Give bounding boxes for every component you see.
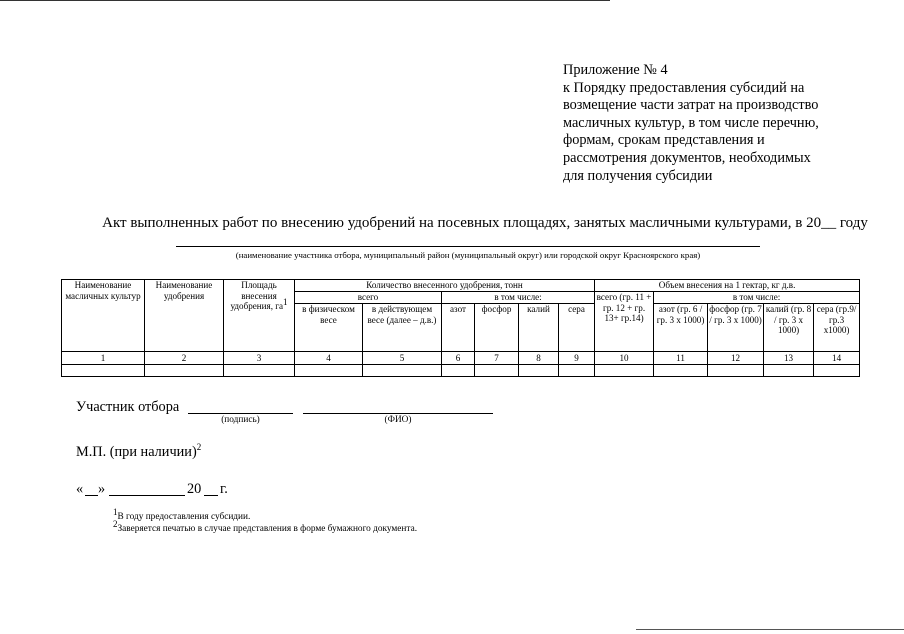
header-active-weight: в действующем весе (далее – д.в.) <box>363 304 442 352</box>
column-number: 9 <box>559 352 595 365</box>
fio-field[interactable] <box>303 413 493 414</box>
header-phosphorus: фосфор <box>475 304 519 352</box>
footnote <box>113 507 251 523</box>
header-fertilizer: Наименование удобрения <box>145 280 224 352</box>
table-cell[interactable] <box>654 365 708 377</box>
header-rate-phosphorus: фосфор (гр. 7 / гр. 3 x 1000) <box>708 304 764 352</box>
footnote-text: Заверяется печатью в случае представления в форме бумажного документа. <box>117 524 418 535</box>
column-number: 14 <box>814 352 860 365</box>
appendix-line: для получения субсидии <box>563 167 713 184</box>
table-cell[interactable] <box>295 365 363 377</box>
footnote <box>113 519 418 535</box>
table-cell[interactable] <box>224 365 295 377</box>
top-border-line <box>0 0 610 1</box>
table-row <box>62 365 860 377</box>
participant-label: Участник отбора <box>76 399 180 415</box>
column-number: 4 <box>295 352 363 365</box>
bottom-border-line <box>636 629 904 630</box>
column-number: 13 <box>764 352 814 365</box>
column-number: 11 <box>654 352 708 365</box>
header-quantity: Количество внесенного удобрения, тонн <box>295 280 595 292</box>
table-cell[interactable] <box>363 365 442 377</box>
seal-label-text: М.П. (при наличии) <box>76 444 197 460</box>
date-year-prefix: 20 <box>187 481 202 497</box>
column-number: 12 <box>708 352 764 365</box>
column-number: 1 <box>62 352 145 365</box>
appendix-line: к Порядку предоставления субсидий на <box>563 79 805 96</box>
date-year-suffix: г. <box>220 481 228 497</box>
appendix-line: масличных культур, в том числе перечню, <box>563 114 819 131</box>
appendix-line: формам, срокам представления и <box>563 132 765 149</box>
document-title: Акт выполненных работ по внесению удобрений на посевных площадях, занятых масличными культурами, в 20__ году <box>102 215 868 231</box>
header-area <box>224 280 295 352</box>
header-rate-sulfur: сера (гр.9/гр.3 x1000) <box>814 304 860 352</box>
footnote-text: В году предоставления субсидии. <box>117 512 251 523</box>
footnote-mark: 1 <box>113 507 118 517</box>
column-numbers-row <box>62 352 860 365</box>
table-cell[interactable] <box>519 365 559 377</box>
header-rate: Объем внесения на 1 гектар, кг д.в. <box>595 280 860 292</box>
header-potassium: калий <box>519 304 559 352</box>
header-nitrogen: азот <box>442 304 475 352</box>
column-number: 5 <box>363 352 442 365</box>
org-name-caption: (наименование участника отбора, муниципальный район (муниципальный округ) или городской округ Красноярского края) <box>235 250 701 260</box>
signature-caption: (подпись) <box>221 415 260 425</box>
header-rate-total: всего (гр. 11 + гр. 12 + гр. 13+ гр.14) <box>595 292 654 352</box>
date-year-field[interactable] <box>204 495 218 496</box>
table-cell[interactable] <box>559 365 595 377</box>
header-rate-potassium: калий (гр. 8 / гр. 3 x 1000) <box>764 304 814 352</box>
table-cell[interactable] <box>442 365 475 377</box>
table-cell[interactable] <box>708 365 764 377</box>
seal-footnote-mark: 2 <box>196 442 202 453</box>
table-cell[interactable] <box>814 365 860 377</box>
column-number: 8 <box>519 352 559 365</box>
header-area-footnote-mark: 1 <box>283 297 288 308</box>
column-number: 2 <box>145 352 224 365</box>
table-cell[interactable] <box>595 365 654 377</box>
column-number: 7 <box>475 352 519 365</box>
table-cell[interactable] <box>145 365 224 377</box>
appendix-line: возмещение части затрат на производство <box>563 97 819 114</box>
signature-field[interactable] <box>188 413 293 414</box>
table-cell[interactable] <box>764 365 814 377</box>
table-cell[interactable] <box>62 365 145 377</box>
header-crops: Наименование масличных культур <box>62 280 145 352</box>
header-rate-nitrogen: азот (гр. 6 / гр. 3 x 1000) <box>654 304 708 352</box>
header-area-text: Площадь внесения удобрения, га <box>230 280 284 312</box>
date-month-field[interactable] <box>109 495 185 496</box>
fio-caption: (ФИО) <box>384 415 412 425</box>
column-number: 6 <box>442 352 475 365</box>
header-physical-weight: в физическом весе <box>295 304 363 352</box>
date-close-quote: » <box>98 481 106 497</box>
header-rate-including: в том числе: <box>654 292 860 304</box>
appendix-line: Приложение № 4 <box>563 62 668 78</box>
header-quantity-total: всего <box>295 292 442 304</box>
seal-label <box>76 444 201 461</box>
table-cell[interactable] <box>475 365 519 377</box>
fertilizer-table <box>61 279 860 377</box>
header-quantity-including: в том числе: <box>442 292 595 304</box>
date-open-quote: « <box>76 481 84 497</box>
appendix-line: рассмотрения документов, необходимых <box>563 149 811 166</box>
appendix-header <box>563 62 863 185</box>
org-name-field[interactable] <box>176 246 760 247</box>
footnote-mark: 2 <box>113 519 118 529</box>
column-number: 10 <box>595 352 654 365</box>
column-number: 3 <box>224 352 295 365</box>
date-day-field[interactable] <box>85 495 98 496</box>
header-sulfur: сера <box>559 304 595 352</box>
